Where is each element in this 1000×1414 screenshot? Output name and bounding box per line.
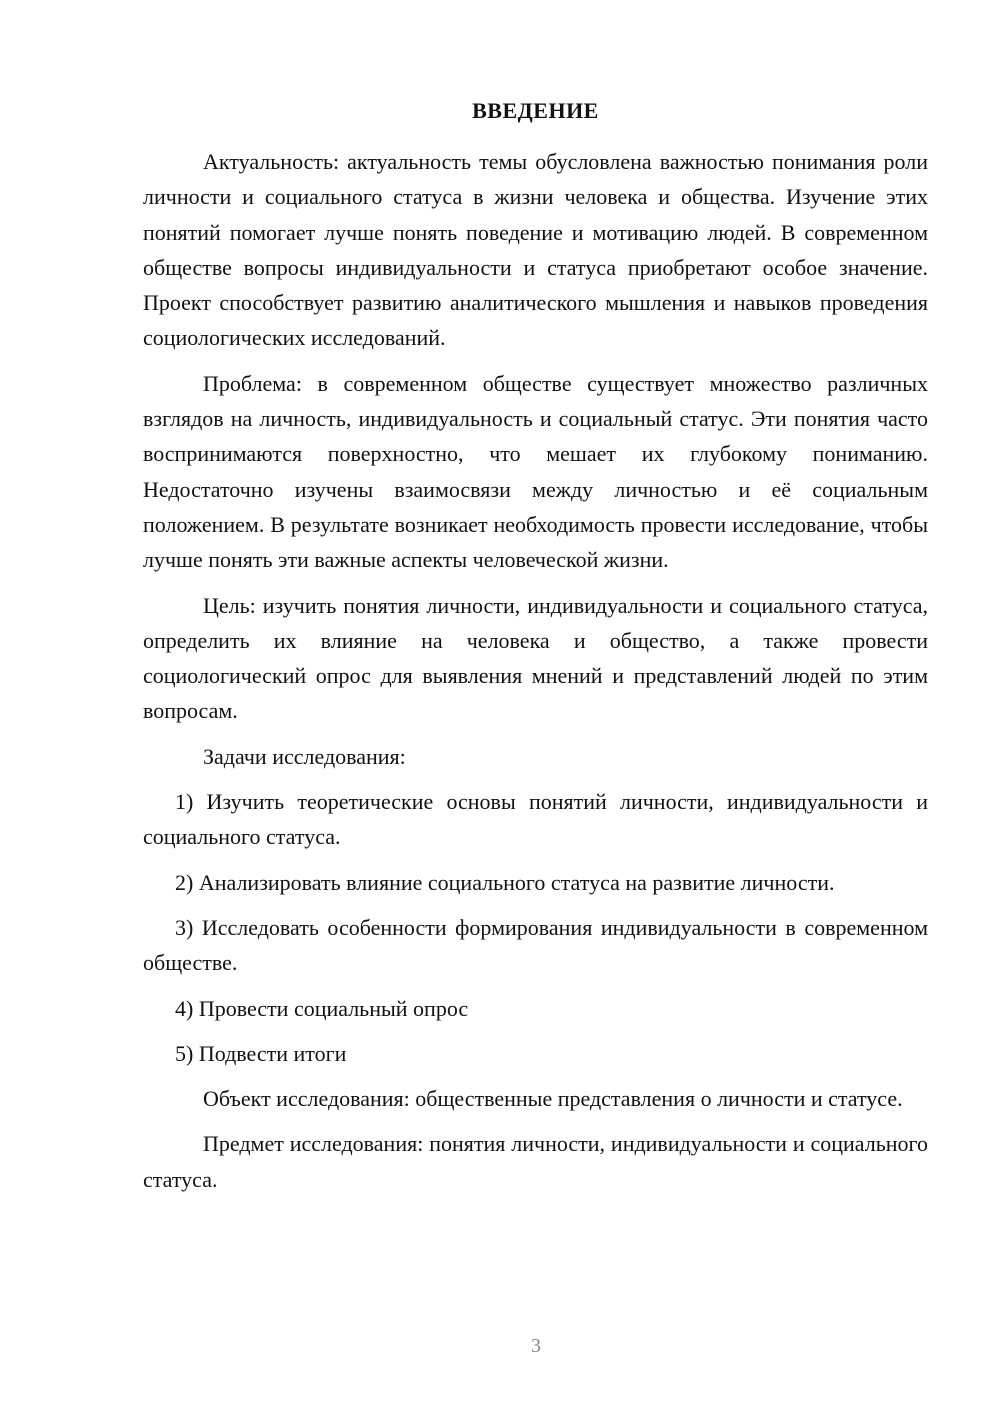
- page-number: 3: [531, 1335, 541, 1357]
- page-title: ВВЕДЕНИЕ: [472, 98, 599, 123]
- document-page: [143, 96, 928, 1207]
- paragraph-relevance: Актуальность: актуальность темы обусловлена важностью понимания роли личности и социального статуса в жизни человека и общества. Изучение этих понятий помогает лучше понять поведение и мотивацию людей. В современном обществе вопросы индивидуальности и статуса приобретают особое значение. Проект способствует развитию аналитического мышления и навыков проведения социологических исследований.: [143, 149, 928, 351]
- task-item-4: 4) Провести социальный опрос: [175, 995, 469, 1021]
- paragraph-object: Объект исследования: общественные представления о личности и статусе.: [203, 1086, 903, 1112]
- paragraph-problem: Проблема: в современном обществе существует множество различных взглядов на личность, индивидуальность и социальный статус. Эти понятия часто воспринимаются поверхностно, что мешает их глубокому пониманию. Недостаточно изучены взаимосвязи между личностью и её социальным положением. В результате возникает необходимость провести исследование, чтобы лучше понять эти важные аспекты человеческой жизни.: [143, 370, 928, 573]
- paragraph-subject: Предмет исследования: понятия личности, индивидуальности и социального статуса.: [143, 1131, 928, 1192]
- task-item-1: 1) Изучить теоретические основы понятий личности, индивидуальности и социального статуса.: [143, 789, 928, 850]
- paragraph-goal: Цель: изучить понятия личности, индивидуальности и социального статуса, определить их влияние на человека и общество, а также провести социологический опрос для выявления мнений и представлений людей по этим вопросам.: [143, 592, 928, 724]
- paragraph-tasks-heading: Задачи исследования:: [203, 743, 406, 769]
- task-item-3: 3) Исследовать особенности формирования индивидуальности в современном обществе.: [143, 914, 928, 976]
- task-item-2: 2) Анализировать влияние социального статуса на развитие личности.: [175, 869, 835, 895]
- task-item-5: 5) Подвести итоги: [175, 1040, 347, 1066]
